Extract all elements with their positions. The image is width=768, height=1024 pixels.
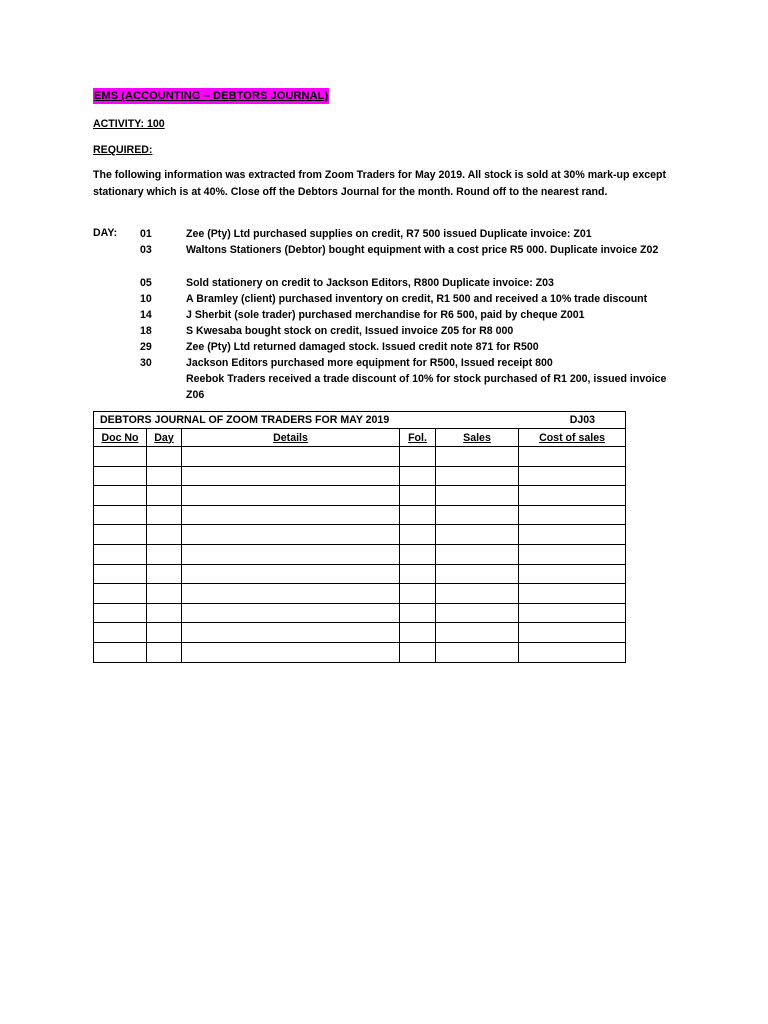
cell-details	[182, 505, 400, 525]
transaction-text: Jackson Editors purchased more equipment for R500, Issued receipt 800	[186, 357, 553, 369]
journal-header-row	[94, 412, 626, 429]
table-row	[94, 564, 626, 584]
cell-doc-no	[94, 466, 147, 486]
cell-details	[182, 623, 400, 643]
cell-fol	[400, 466, 436, 486]
debtors-journal-table	[93, 411, 626, 663]
journal-title-cell	[94, 412, 626, 429]
cell-day	[147, 544, 182, 564]
cell-cost-of-sales	[519, 525, 626, 545]
cell-sales	[436, 466, 519, 486]
cell-doc-no	[94, 584, 147, 604]
cell-fol	[400, 505, 436, 525]
transaction-day: 03	[140, 244, 152, 256]
cell-fol	[400, 642, 436, 662]
cell-fol	[400, 603, 436, 623]
cell-details	[182, 544, 400, 564]
cell-day	[147, 603, 182, 623]
table-row	[94, 505, 626, 525]
table-row	[94, 486, 626, 506]
cell-cost-of-sales	[519, 466, 626, 486]
column-header-doc-no: Doc No	[94, 429, 147, 447]
cell-sales	[436, 584, 519, 604]
cell-day	[147, 623, 182, 643]
cell-cost-of-sales	[519, 584, 626, 604]
cell-cost-of-sales	[519, 486, 626, 506]
transaction-day: 05	[140, 277, 152, 289]
cell-day	[147, 525, 182, 545]
table-row	[94, 623, 626, 643]
cell-sales	[436, 564, 519, 584]
table-row	[94, 584, 626, 604]
cell-doc-no	[94, 564, 147, 584]
transaction-text: J Sherbit (sole trader) purchased merchandise for R6 500, paid by cheque Z001	[186, 309, 585, 321]
cell-sales	[436, 544, 519, 564]
cell-sales	[436, 505, 519, 525]
table-row	[94, 544, 626, 564]
column-header-cost-of-sales: Cost of sales	[519, 429, 626, 447]
cell-cost-of-sales	[519, 642, 626, 662]
cell-cost-of-sales	[519, 623, 626, 643]
table-row	[94, 466, 626, 486]
transaction-text: Waltons Stationers (Debtor) bought equipment with a cost price R5 000. Duplicate invoice Z02	[186, 244, 659, 256]
cell-cost-of-sales	[519, 505, 626, 525]
cell-day	[147, 486, 182, 506]
cell-details	[182, 447, 400, 467]
cell-sales	[436, 486, 519, 506]
transaction-text: Reebok Traders received a trade discount of 10% for stock purchased of R1 200, issued invoice Z06	[186, 373, 667, 401]
cell-doc-no	[94, 525, 147, 545]
transaction-day: 18	[140, 325, 152, 337]
required-label: REQUIRED:	[93, 144, 153, 156]
cell-day	[147, 564, 182, 584]
cell-day	[147, 642, 182, 662]
cell-doc-no	[94, 486, 147, 506]
cell-details	[182, 564, 400, 584]
cell-details	[182, 642, 400, 662]
cell-sales	[436, 447, 519, 467]
cell-fol	[400, 525, 436, 545]
cell-cost-of-sales	[519, 564, 626, 584]
cell-doc-no	[94, 505, 147, 525]
document-title: EMS (ACCOUNTING – DEBTORS JOURNAL)	[94, 90, 329, 102]
transaction-text: Zee (Pty) Ltd returned damaged stock. Issued credit note 871 for R500	[186, 341, 539, 353]
cell-cost-of-sales	[519, 603, 626, 623]
cell-fol	[400, 447, 436, 467]
cell-day	[147, 447, 182, 467]
cell-fol	[400, 564, 436, 584]
cell-doc-no	[94, 447, 147, 467]
cell-doc-no	[94, 603, 147, 623]
column-header-sales: Sales	[436, 429, 519, 447]
cell-details	[182, 466, 400, 486]
table-row	[94, 447, 626, 467]
cell-cost-of-sales	[519, 447, 626, 467]
transaction-text: A Bramley (client) purchased inventory on credit, R1 500 and received a 10% trade discount	[186, 293, 648, 305]
cell-sales	[436, 603, 519, 623]
cell-sales	[436, 642, 519, 662]
transaction-day: 29	[140, 341, 152, 353]
column-header-details: Details	[182, 429, 400, 447]
cell-sales	[436, 525, 519, 545]
journal-column-headers	[94, 429, 626, 447]
cell-fol	[400, 584, 436, 604]
transaction-text: Sold stationery on credit to Jackson Editors, R800 Duplicate invoice: Z03	[186, 277, 554, 289]
intro-paragraph: The following information was extracted from Zoom Traders for May 2019. All stock is sold at 30% mark-up except stationary which is at 40%. Close off the Debtors Journal for the month. Round off to the nearest rand.	[93, 169, 666, 198]
cell-details	[182, 525, 400, 545]
cell-doc-no	[94, 642, 147, 662]
transaction-text: S Kwesaba bought stock on credit, Issued invoice Z05 for R8 000	[186, 325, 514, 337]
transaction-text: Zee (Pty) Ltd purchased supplies on credit, R7 500 issued Duplicate invoice: Z01	[186, 228, 592, 240]
table-row	[94, 642, 626, 662]
table-row	[94, 525, 626, 545]
cell-day	[147, 505, 182, 525]
cell-details	[182, 486, 400, 506]
transaction-day: 14	[140, 309, 152, 321]
cell-fol	[400, 544, 436, 564]
journal-ref: DJ03	[569, 414, 596, 426]
cell-day	[147, 584, 182, 604]
cell-details	[182, 603, 400, 623]
cell-sales	[436, 623, 519, 643]
cell-details	[182, 584, 400, 604]
journal-title: DEBTORS JOURNAL OF ZOOM TRADERS FOR MAY 2019	[100, 414, 390, 426]
transaction-day: 30	[140, 357, 152, 369]
cell-fol	[400, 623, 436, 643]
column-header-fol: Fol.	[400, 429, 436, 447]
transaction-day: 10	[140, 293, 152, 305]
column-header-day: Day	[147, 429, 182, 447]
activity-label: ACTIVITY: 100	[93, 118, 165, 130]
cell-cost-of-sales	[519, 544, 626, 564]
transaction-day: 01	[140, 228, 152, 240]
cell-fol	[400, 486, 436, 506]
cell-doc-no	[94, 544, 147, 564]
cell-day	[147, 466, 182, 486]
table-row	[94, 603, 626, 623]
cell-doc-no	[94, 623, 147, 643]
day-label: DAY:	[93, 227, 118, 239]
